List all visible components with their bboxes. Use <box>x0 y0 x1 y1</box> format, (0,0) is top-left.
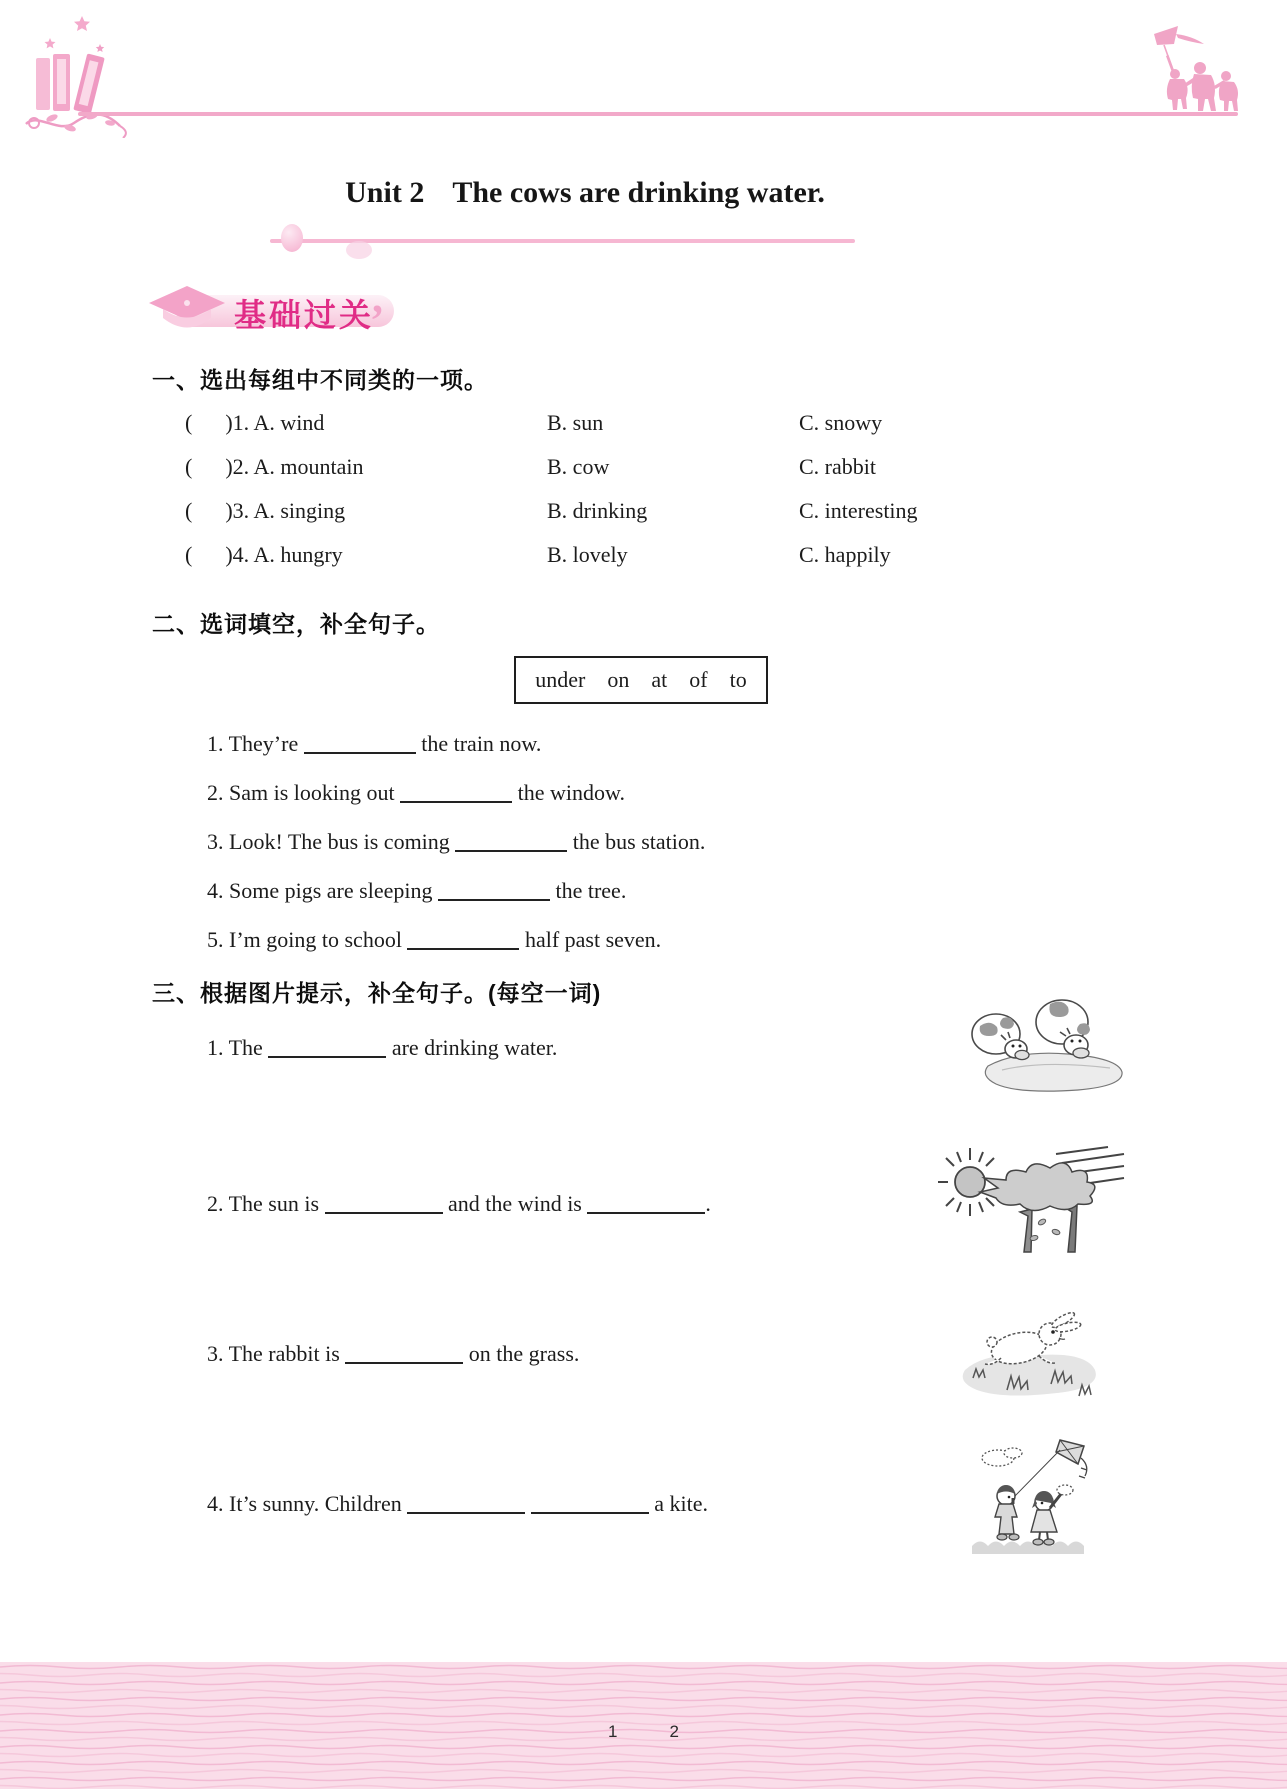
page-numbers <box>0 1722 1287 1742</box>
fill-sentence-1 <box>207 730 541 760</box>
option-c: C. interesting <box>799 498 918 523</box>
answer-blank <box>407 934 519 950</box>
picture-sentence-4 <box>207 1490 708 1520</box>
option-b: B. cow <box>547 454 610 479</box>
unit-number: Unit 2 <box>345 176 425 209</box>
page-title <box>0 176 1170 210</box>
answer-brackets: ( )1. <box>185 410 250 435</box>
word-bank-word: at <box>651 667 668 692</box>
page-number: 2 <box>669 1722 679 1741</box>
badge-backdrop-circle <box>346 241 372 259</box>
title-dot-ornament <box>281 224 303 252</box>
sentence-text: 2. Sam is looking out <box>207 780 401 805</box>
sentence-text: . <box>705 1191 711 1216</box>
fill-sentence-2 <box>207 779 625 809</box>
answer-blank <box>407 1498 525 1514</box>
sentence-text: 3. Look! The bus is coming <box>207 829 456 854</box>
header-divider-line <box>78 112 1238 116</box>
option-b: B. lovely <box>547 542 628 567</box>
answer-blank <box>531 1498 649 1514</box>
sentence-text: the bus station. <box>567 829 706 854</box>
option-row-1 <box>185 410 1185 440</box>
graduation-cap-icon <box>146 284 228 338</box>
answer-blank <box>455 836 567 852</box>
sentence-text: are drinking water. <box>386 1035 558 1060</box>
sentence-text: the window. <box>512 780 625 805</box>
sunny-windy-trees-illustration <box>938 1146 1126 1268</box>
sentence-text: and the wind is <box>442 1191 588 1216</box>
word-bank-word: to <box>729 667 747 692</box>
children-flying-kite-illustration <box>968 1436 1100 1556</box>
option-a: A. wind <box>253 410 325 435</box>
fill-sentence-3 <box>207 828 705 858</box>
answer-brackets: ( )4. <box>185 542 250 567</box>
answer-blank <box>304 738 416 754</box>
answer-blank <box>268 1042 386 1058</box>
option-c: C. happily <box>799 542 891 567</box>
word-bank-word: on <box>607 667 630 692</box>
badge-label: 基础过关 <box>234 297 375 333</box>
sentence-text: 5. I’m going to school <box>207 927 408 952</box>
answer-blank <box>325 1198 443 1214</box>
option-a: A. mountain <box>253 454 364 479</box>
rabbit-on-grass-illustration <box>955 1300 1103 1402</box>
sentence-text: 4. Some pigs are sleeping <box>207 878 438 903</box>
option-row-2 <box>185 454 1185 484</box>
sentence-text: 3. The rabbit is <box>207 1341 346 1366</box>
picture-sentence-1 <box>207 1034 557 1064</box>
picture-sentence-2 <box>207 1190 711 1220</box>
section1-heading: 一、选出每组中不同类的一项。 <box>152 367 488 393</box>
option-a: A. hungry <box>253 542 343 567</box>
answer-brackets: ( )2. <box>185 454 250 479</box>
section2-heading: 二、选词填空，补全句子。 <box>152 611 440 637</box>
answer-blank <box>438 885 550 901</box>
page-number: 1 <box>608 1722 618 1741</box>
fill-sentence-5 <box>207 926 661 956</box>
option-b: B. drinking <box>547 498 648 523</box>
word-bank-box <box>514 656 768 704</box>
sentence-text: the tree. <box>549 878 627 903</box>
sentence-text: the train now. <box>415 731 542 756</box>
word-bank-word: of <box>689 667 708 692</box>
answer-blank <box>587 1198 705 1214</box>
answer-brackets: ( )3. <box>185 498 250 523</box>
badge-flourish: , <box>372 273 383 322</box>
option-row-3 <box>185 498 1185 528</box>
option-a: A. singing <box>253 498 346 523</box>
sentence-text: 4. It’s sunny. Children <box>207 1491 408 1516</box>
option-c: C. snowy <box>799 410 883 435</box>
sentence-text: 2. The sun is <box>207 1191 325 1216</box>
picture-sentence-3 <box>207 1340 579 1370</box>
answer-blank <box>400 787 512 803</box>
sentence-text: 1. They’re <box>207 731 304 756</box>
children-kite-silhouette-icon <box>1148 24 1244 114</box>
answer-blank <box>345 1348 463 1364</box>
sentence-text: on the grass. <box>463 1341 580 1366</box>
fill-sentence-4 <box>207 877 626 907</box>
word-bank-word: under <box>535 667 586 692</box>
section3-heading: 三、根据图片提示，补全句子。(每空一词) <box>152 980 602 1006</box>
books-decoration-icon <box>20 12 132 138</box>
sentence-text: half past seven. <box>519 927 662 952</box>
sentence-text: a kite. <box>648 1491 708 1516</box>
option-row-4 <box>185 542 1185 572</box>
cows-drinking-illustration <box>958 988 1126 1094</box>
sentence-text: 1. The <box>207 1035 269 1060</box>
option-c: C. rabbit <box>799 454 876 479</box>
unit-title-text: The cows are drinking water. <box>452 176 825 209</box>
option-b: B. sun <box>547 410 604 435</box>
